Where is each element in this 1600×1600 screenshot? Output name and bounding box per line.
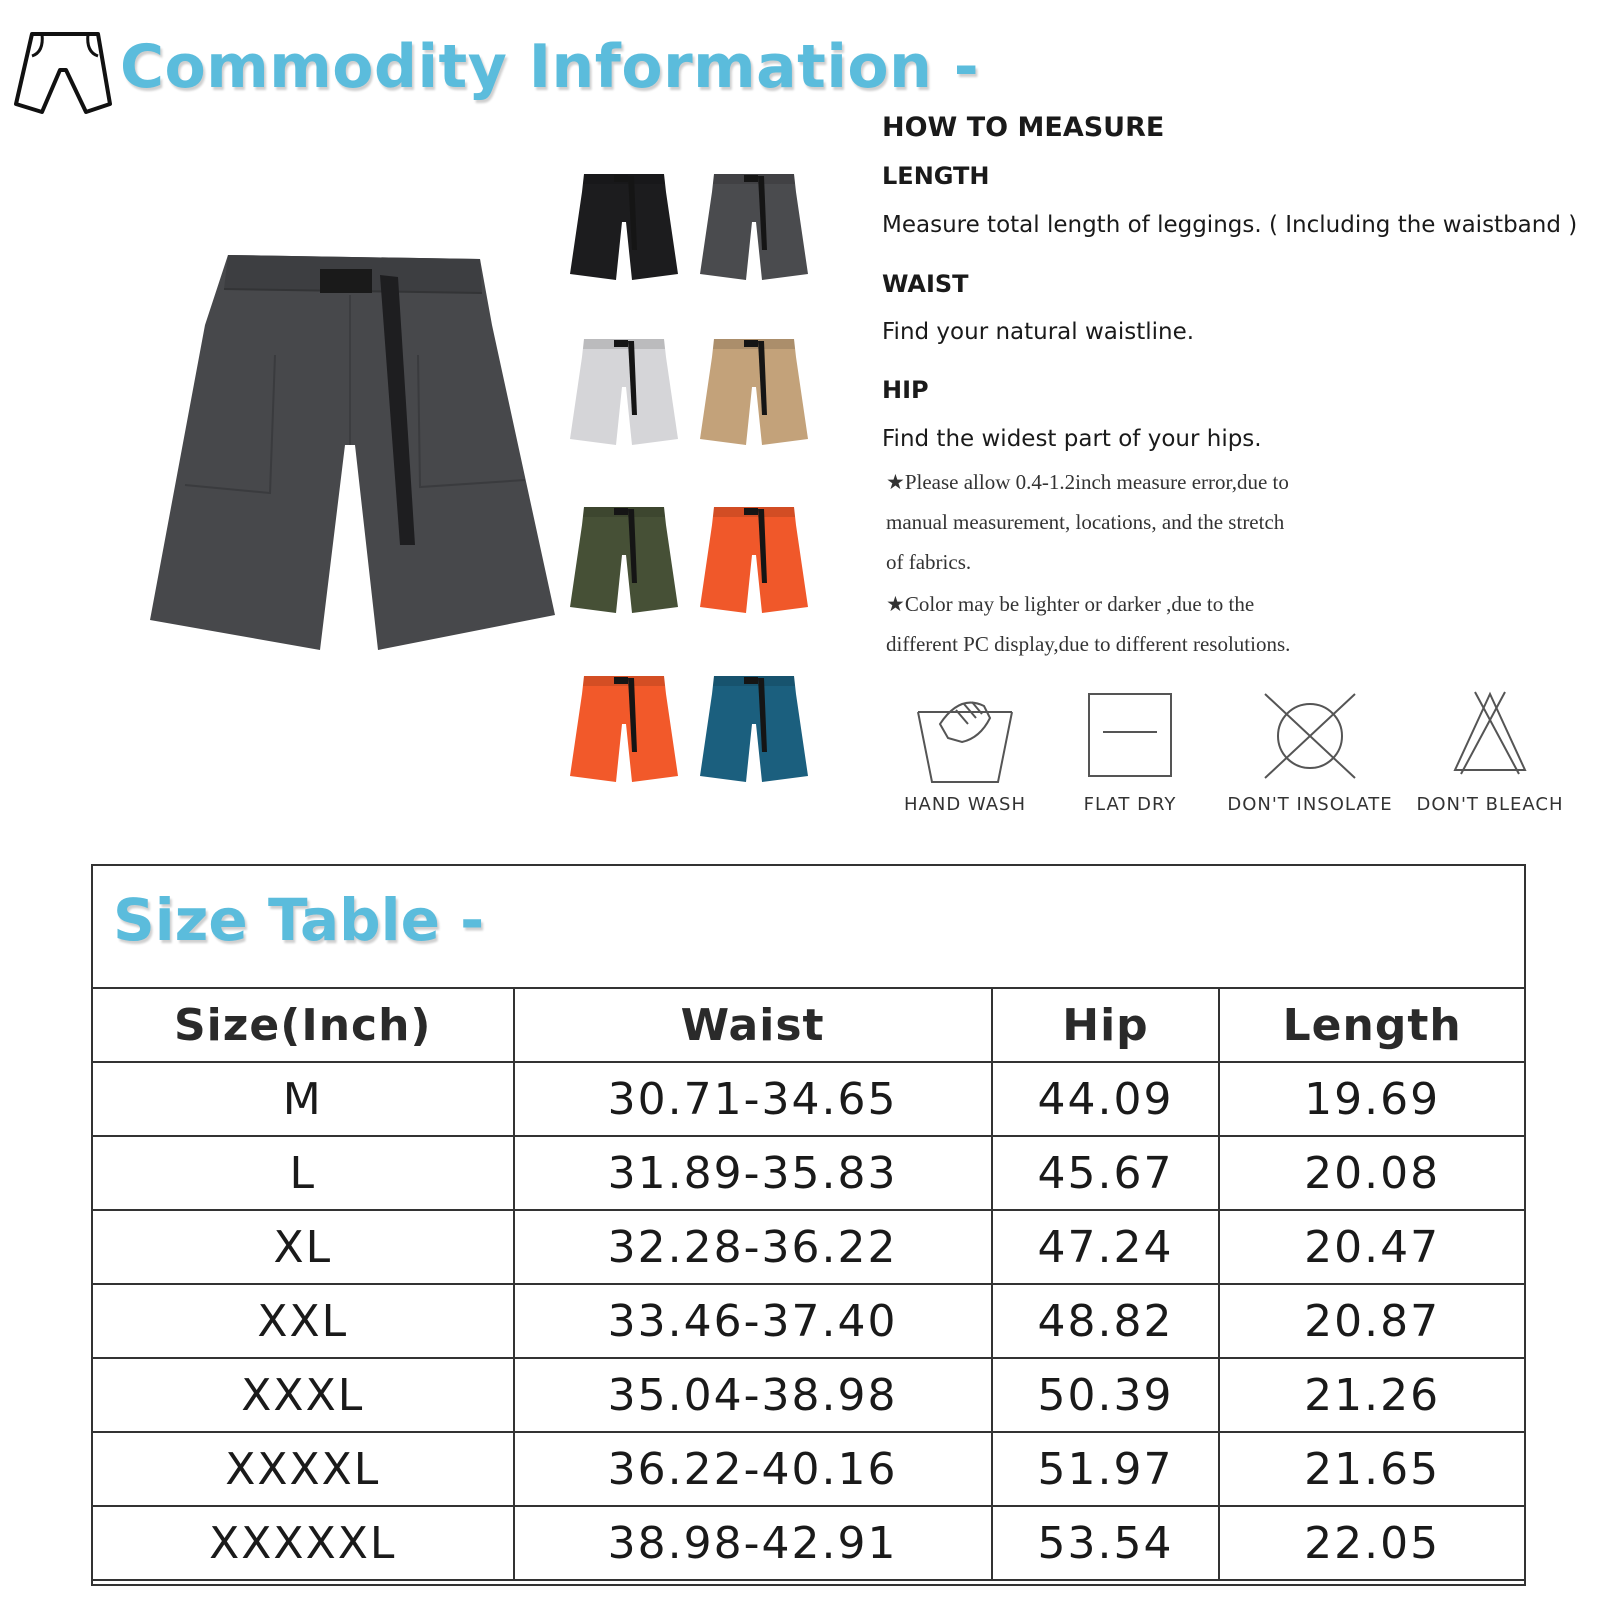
size-table-box [91,864,1526,1586]
table-row [92,1432,1525,1506]
header-size: Size(Inch) [92,988,514,1062]
cell-waist: 33.46-37.40 [514,1284,992,1358]
swatch-khaki [700,335,812,453]
hip-text: Find the widest part of your hips. [882,426,1262,452]
note-measure-error-1: ★Please allow 0.4-1.2inch measure error,due to [886,470,1289,494]
cell-length: 20.47 [1219,1210,1525,1284]
header-waist: Waist [514,988,992,1062]
cell-length: 20.87 [1219,1284,1525,1358]
cell-size: XXXXL [92,1432,514,1506]
cell-waist: 32.28-36.22 [514,1210,992,1284]
swatch-buckle [614,677,628,684]
swatch-buckle [614,508,628,515]
cell-hip: 44.09 [992,1062,1220,1136]
page-title: Commodity Information - [120,32,980,102]
cell-hip: 50.39 [992,1358,1220,1432]
measure-title: HOW TO MEASURE [882,112,1165,143]
table-row [92,1210,1525,1284]
cell-size: XXL [92,1284,514,1358]
swatch-army-green [570,503,682,621]
cell-hip: 53.54 [992,1506,1220,1580]
swatch-shorts-body [700,676,808,782]
cell-hip: 51.97 [992,1432,1220,1506]
shorts-body [150,255,555,650]
note-color-2: different PC display,due to different resolutions. [886,632,1291,656]
swatch-light-grey [570,335,682,453]
shorts-outline-icon [14,30,112,116]
swatch-shorts-body [570,676,678,782]
table-row [92,1062,1525,1136]
swatch-buckle [744,508,758,515]
swatch-buckle [744,340,758,347]
dont-bleach-icon [1435,690,1545,786]
care-label-dont-bleach: DON'T BLEACH [1416,794,1564,815]
swatch-shorts-body [700,339,808,445]
cell-size: L [92,1136,514,1210]
length-text: Measure total length of leggings. ( Including the waistband ) [882,212,1578,238]
swatch-teal-blue [700,672,812,790]
care-label-dont-insolate: DON'T INSOLATE [1227,794,1393,815]
size-table [91,987,1526,1581]
header-length: Length [1219,988,1525,1062]
swatch-buckle [614,175,628,182]
swatch-buckle [614,340,628,347]
care-hand-wash [880,690,1050,830]
care-flat-dry [1045,690,1215,830]
length-heading: LENGTH [882,162,990,190]
cell-hip: 48.82 [992,1284,1220,1358]
table-row [92,1358,1525,1432]
table-row [92,1136,1525,1210]
note-measure-error-2: manual measurement, locations, and the stretch [886,510,1285,534]
care-label-hand-wash: HAND WASH [904,794,1026,815]
care-label-flat-dry: FLAT DRY [1083,794,1177,815]
size-table-header-row [92,988,1525,1062]
swatch-black [570,170,682,288]
swatch-shorts-body [570,174,678,280]
cell-length: 21.26 [1219,1358,1525,1432]
swatch-orange-2 [570,672,682,790]
cell-length: 19.69 [1219,1062,1525,1136]
swatch-orange [700,503,812,621]
note-color-1: ★Color may be lighter or darker ,due to the [886,592,1255,616]
care-instructions [880,690,1580,830]
swatch-shorts-body [700,174,808,280]
header-hip: Hip [992,988,1220,1062]
cell-hip: 47.24 [992,1210,1220,1284]
product-main-image [150,255,555,665]
waist-text: Find your natural waistline. [882,319,1195,345]
cell-size: M [92,1062,514,1136]
care-dont-insolate [1225,690,1395,830]
hand-wash-icon [910,690,1020,786]
cell-length: 21.65 [1219,1432,1525,1506]
note-measure-error-3: of fabrics. [886,550,972,574]
color-swatches [570,170,830,820]
flat-dry-icon [1075,690,1185,786]
cell-size: XXXL [92,1358,514,1432]
table-row [92,1506,1525,1580]
cell-waist: 36.22-40.16 [514,1432,992,1506]
table-row [92,1284,1525,1358]
cell-waist: 30.71-34.65 [514,1062,992,1136]
waist-heading: WAIST [882,270,969,298]
care-dont-bleach [1405,690,1575,830]
swatch-buckle [744,677,758,684]
cell-waist: 38.98-42.91 [514,1506,992,1580]
swatch-dark-grey [700,170,812,288]
cell-length: 20.08 [1219,1136,1525,1210]
swatch-buckle [744,175,758,182]
cell-size: XL [92,1210,514,1284]
dont-insolate-icon [1255,690,1365,786]
cell-size: XXXXXL [92,1506,514,1580]
swatch-shorts-body [700,507,808,613]
swatch-shorts-body [570,339,678,445]
hip-heading: HIP [882,376,929,404]
swatch-shorts-body [570,507,678,613]
size-table-title: Size Table - [113,886,485,954]
cell-waist: 31.89-35.83 [514,1136,992,1210]
cell-hip: 45.67 [992,1136,1220,1210]
cell-length: 22.05 [1219,1506,1525,1580]
cell-waist: 35.04-38.98 [514,1358,992,1432]
